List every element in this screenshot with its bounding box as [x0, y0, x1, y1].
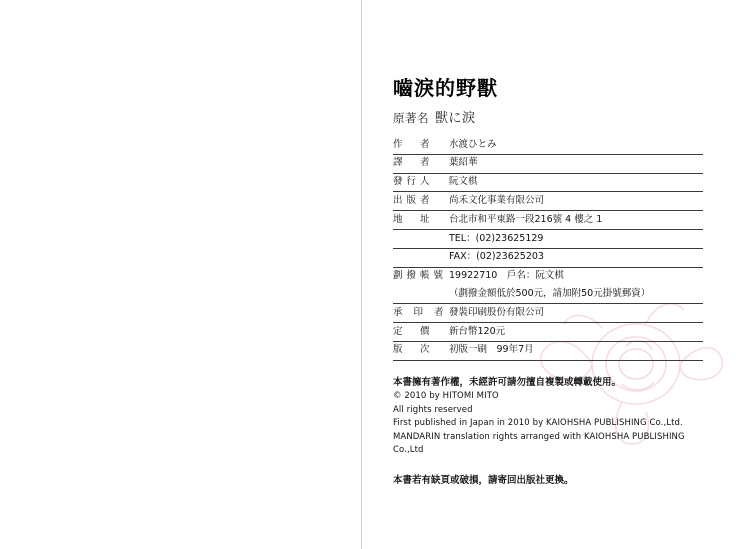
row-label: 承 印 者 [393, 304, 449, 323]
row-value: 台北市和平東路一段216號 4 樓之 1 [449, 211, 703, 230]
row-label: 出版者 [393, 192, 449, 211]
row-value: 葉紹華 [449, 154, 703, 173]
table-row [393, 267, 703, 285]
table-row [393, 341, 703, 360]
row-value: 19922710 戶名：阮文棋 [449, 270, 564, 282]
colophon-content [393, 72, 713, 486]
row-value: TEL：(02)23625129 [449, 230, 703, 249]
table-row [393, 211, 703, 230]
legal-copyright-year: © 2010 by HITOMI MITO [393, 390, 499, 401]
row-label [393, 286, 449, 304]
row-value: 發裝印刷股份有限公司 [449, 304, 703, 323]
book-title: 嚙淚的野獸 [393, 76, 498, 100]
replacement-note: 本書若有缺頁或破損，請寄回出版社更換。 [393, 474, 574, 486]
row-label [393, 230, 449, 249]
original-title-line [393, 107, 713, 126]
table-row [393, 304, 703, 323]
colophon-table [393, 136, 703, 361]
row-label: 發行人 [393, 173, 449, 192]
left-blank-page [0, 0, 362, 549]
row-label: 定 價 [393, 323, 449, 342]
original-title-value: 獸に淚 [435, 111, 476, 126]
row-value: 尚禾文化事業有限公司 [449, 192, 703, 211]
legal-first-published: First published in Japan in 2010 by KAIOHSHA PUBLISHING Co.,Ltd. [393, 418, 683, 429]
table-row [393, 136, 703, 154]
table-row [393, 286, 703, 304]
legal-mandarin-rights: MANDARIN translation rights arranged with KAIOHSHA PUBLISHING Co.,Ltd [393, 431, 685, 456]
table-row [393, 192, 703, 211]
table-row [393, 230, 703, 249]
row-value: FAX：(02)23625203 [449, 248, 703, 267]
row-value: 新台幣120元 [449, 323, 703, 342]
row-value: 水渡ひとみ [449, 136, 703, 154]
table-row [393, 248, 703, 267]
right-colophon-page [363, 0, 736, 549]
row-label: 劃撥帳號 [393, 270, 448, 282]
row-value: （劃撥金額低於500元，請加附50元掛號郵資） [449, 286, 703, 304]
legal-rights-reserved: All rights reserved [393, 404, 473, 415]
original-title-label: 原著名 [393, 111, 429, 125]
row-label: 作 者 [393, 136, 449, 154]
row-label: 地 址 [393, 211, 449, 230]
table-row [393, 323, 703, 342]
row-value: 初版一刷 99年7月 [449, 341, 703, 360]
row-label: 譯 者 [393, 154, 449, 173]
row-label: 版 次 [393, 341, 449, 360]
row-value: 阮文棋 [449, 173, 703, 192]
legal-copyright-cjk: 本書擁有著作權，未經許可請勿擅自複製或轉載使用。 [393, 376, 622, 388]
table-row [393, 154, 703, 173]
legal-block [393, 375, 713, 458]
row-label [393, 248, 449, 267]
table-row [393, 173, 703, 192]
